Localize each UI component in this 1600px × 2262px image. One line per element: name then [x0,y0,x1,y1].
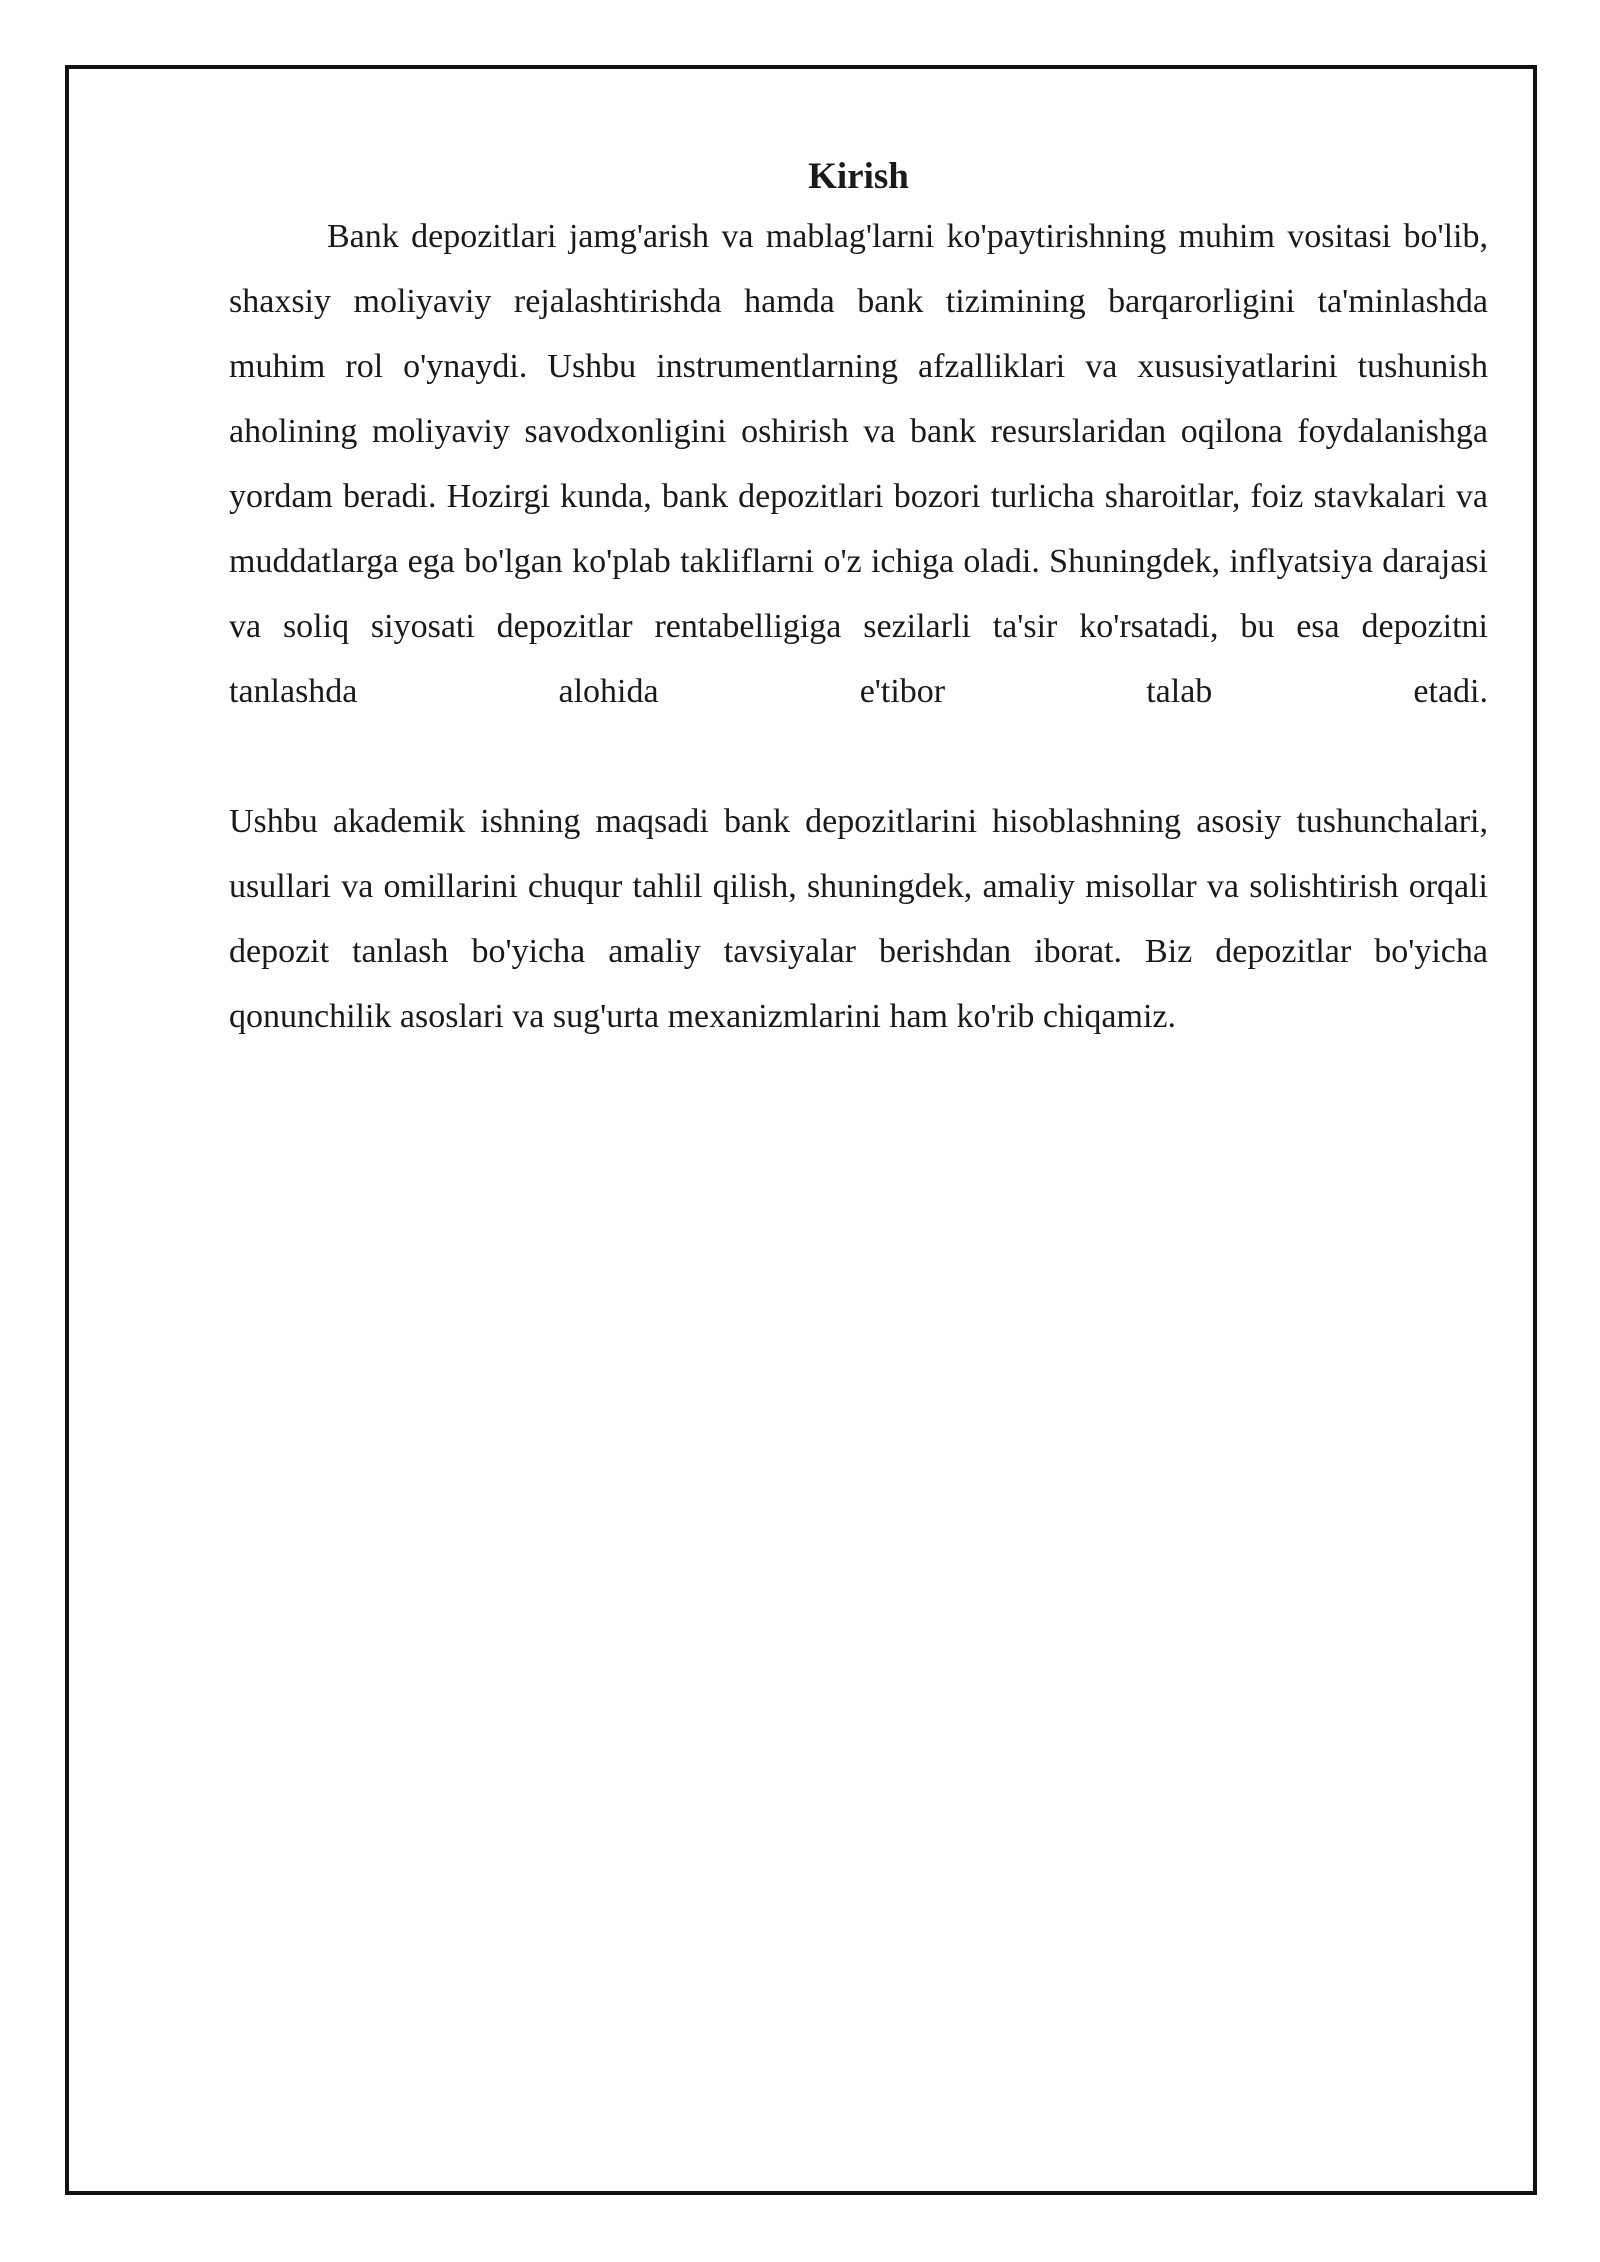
paragraph-intro: Bank depozitlari jamg'arish va mablag'larni ko'paytirishning muhim vositasi bo'lib, shaxsiy moliyaviy rejalashtirishda hamda bank tizimining barqarorligini ta'minlashda muhim rol o'ynaydi. Ushbu instrumentlarning afzalliklari va xususiyatlarini tushunish aholining moliyaviy savodxonligini oshirish va bank resurslaridan oqilona foydalanishga yordam beradi. Hozirgi kunda, bank depozitlari bozori turlicha sharoitlar, foiz stavkalari va muddatlarga ega bo'lgan ko'plab takliflarni o'z ichiga oladi. Shuningdek, inflyatsiya darajasi va soliq siyosati depozitlar rentabelligiga sezilarli ta'sir ko'rsatadi, bu esa depozitni tanlashda alohida e'tibor talab etadi. [229,218,1488,710]
document-body [229,150,1488,1049]
paragraph-goal: Ushbu akademik ishning maqsadi bank depozitlarini hisoblashning asosiy tushunchalari, usullari va omillarini chuqur tahlil qilish, shuningdek, amaliy misollar va solishtirish orqali depozit tanlash bo'yicha amaliy tavsiyalar berishdan iborat. Biz depozitlar bo'yicha qonunchilik asoslari va sug'urta mexanizmlarini ham ko'rib chiqamiz. [229,803,1488,1035]
document-title: Kirish [808,156,909,197]
